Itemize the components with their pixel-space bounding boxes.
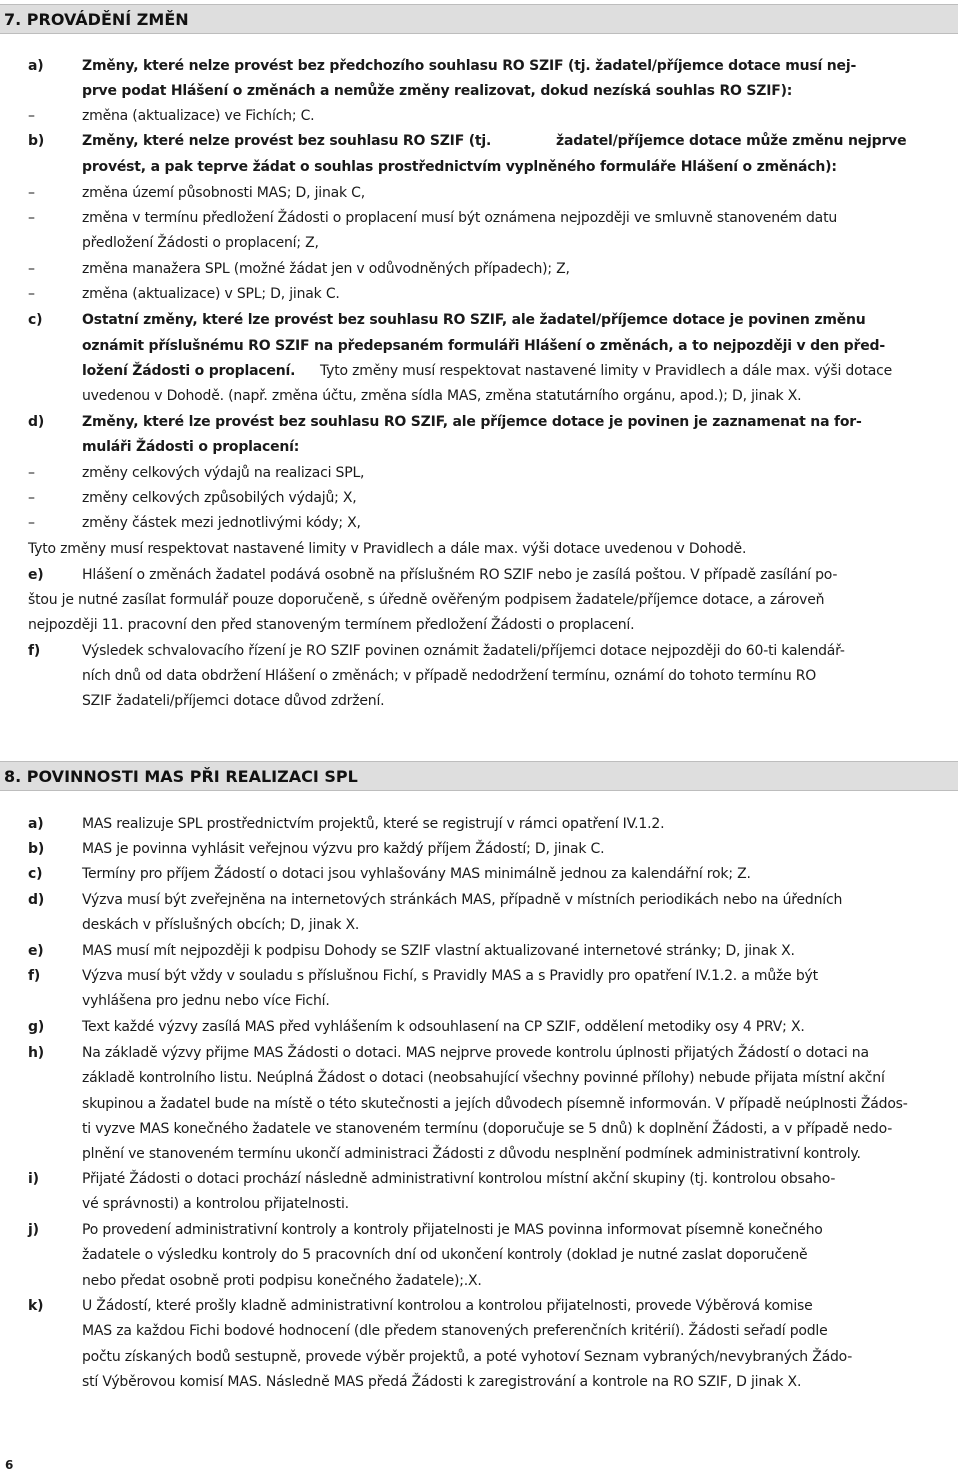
s8-item-line: ti vyzve MAS konečného žadatele ve stanoveném termínu (doporučuje se 5 dnů) k doplnění Žádosti, a v případě nedo- bbox=[82, 1121, 893, 1137]
s7-c-line-1: Ostatní změny, které lze provést bez souhlasu RO SZIF, ale žadatel/příjemce dotace je povinen změnu bbox=[82, 312, 866, 328]
s8-item-line: MAS za každou Fichi bodové hodnocení (dle předem stanovených preferenčních kritérií). Žádosti seřadí podle bbox=[82, 1323, 828, 1339]
s7-b-item-2b: předložení Žádosti o proplacení; Z, bbox=[82, 235, 319, 251]
s8-item-marker: j) bbox=[28, 1222, 39, 1238]
s8-item-line: stí Výběrovou komisí MAS. Následně MAS předá Žádosti k zaregistrování a kontrole na RO SZIF, D jinak X. bbox=[82, 1374, 802, 1390]
s8-item-line: Po provedení administrativní kontroly a kontroly přijatelnosti je MAS povinna informovat písemně konečného bbox=[82, 1222, 823, 1238]
s8-item-line: MAS musí mít nejpozději k podpisu Dohody se SZIF vlastní aktualizované internetové stránky; D, jinak X. bbox=[82, 943, 795, 959]
section-7-title: 7. PROVÁDĚNÍ ZMĚN bbox=[4, 10, 189, 29]
s7-e-line-1: Hlášení o změnách žadatel podává osobně na příslušném RO SZIF nebo je zasílá poštou. V případě zasílání po- bbox=[82, 567, 838, 583]
s8-item-marker: a) bbox=[28, 816, 44, 832]
s7-b-item-1: změna území působnosti MAS; D, jinak C, bbox=[82, 185, 365, 201]
s7-a-line-1: Změny, které nelze provést bez předchozího souhlasu RO SZIF (tj. žadatel/příjemce dotace musí nej- bbox=[82, 58, 857, 74]
s7-f-line-2: ních dnů od data obdržení Hlášení o změnách; v případě nedodržení termínu, oznámí do tohoto termínu RO bbox=[82, 668, 817, 684]
s7-d-item-3: změny částek mezi jednotlivými kódy; X, bbox=[82, 515, 361, 531]
s7-d-dash-2: – bbox=[28, 490, 35, 506]
s8-item-line: skupinou a žadatel bude na místě o této skutečnosti a jejích důvodech písemně informován. V případě neúplnosti Žádos- bbox=[82, 1096, 908, 1112]
s7-d-marker: d) bbox=[28, 414, 45, 430]
s8-item-line: Termíny pro příjem Žádostí o dotaci jsou vyhlašovány MAS minimálně jednou za kalendářní rok; Z. bbox=[82, 866, 751, 882]
s8-item-marker: e) bbox=[28, 943, 44, 959]
s7-b-item-4: změna (aktualizace) v SPL; D, jinak C. bbox=[82, 286, 340, 302]
s8-item-line: Výzva musí být vždy v souladu s příslušnou Fichí, s Pravidly MAS a s Pravidly pro opatření IV.1.2. a může být bbox=[82, 968, 818, 984]
s7-c-marker: c) bbox=[28, 312, 43, 328]
s7-b-dash-1: – bbox=[28, 185, 35, 201]
s8-item-line: nebo předat osobně proti podpisu konečného žadatele);.X. bbox=[82, 1273, 482, 1289]
s8-item-line: Na základě výzvy přijme MAS Žádosti o dotaci. MAS nejprve provede kontrolu úplnosti přijatých Žádostí o dotaci na bbox=[82, 1045, 869, 1061]
s7-d-dash-3: – bbox=[28, 515, 35, 531]
s8-item-marker: b) bbox=[28, 841, 45, 857]
s7-c-line-2: oznámit příslušnému RO SZIF na předepsaném formuláři Hlášení o změnách, a to nejpozději v den před- bbox=[82, 338, 885, 354]
s7-c-line-4: uvedenou v Dohodě. (např. změna účtu, změna sídla MAS, změna statutárního orgánu, apod.); D, jinak X. bbox=[82, 388, 802, 404]
s7-d-item-2: změny celkových způsobilých výdajů; X, bbox=[82, 490, 357, 506]
s8-item-line: MAS realizuje SPL prostřednictvím projektů, které se registrují v rámci opatření IV.1.2. bbox=[82, 816, 665, 832]
s7-b-item-2a: změna v termínu předložení Žádosti o proplacení musí být oznámena nejpozději ve smluvně stanoveném datu bbox=[82, 210, 838, 226]
section-8-header bbox=[0, 761, 958, 791]
s8-item-line: plnění ve stanoveném termínu ukončí administraci Žádosti z důvodu nesplnění podmínek administrativní kontroly. bbox=[82, 1146, 861, 1162]
s8-item-line: vyhlášena pro jednu nebo více Fichí. bbox=[82, 993, 330, 1009]
s7-d-item-1: změny celkových výdajů na realizaci SPL, bbox=[82, 465, 365, 481]
section-7-header bbox=[0, 4, 958, 34]
s8-item-line: Výzva musí být zveřejněna na internetových stránkách MAS, případně v místních periodikách nebo na úředních bbox=[82, 892, 843, 908]
s8-item-line: deskách v příslušných obcích; D, jinak X. bbox=[82, 917, 360, 933]
s7-b-line-1a: Změny, které nelze provést bez souhlasu RO SZIF (tj. bbox=[82, 133, 492, 149]
s7-a-line-2: prve podat Hlášení o změnách a nemůže změny realizovat, dokud nezíská souhlas RO SZIF): bbox=[82, 83, 793, 99]
s7-d-dash-1: – bbox=[28, 465, 35, 481]
s7-b-line-1b: žadatel/příjemce dotace může změnu nejprve bbox=[556, 133, 907, 149]
s8-item-marker: k) bbox=[28, 1298, 44, 1314]
section-8-title: 8. POVINNOSTI MAS PŘI REALIZACI SPL bbox=[4, 767, 358, 786]
s7-b-dash-2: – bbox=[28, 210, 35, 226]
s8-item-line: vé správnosti) a kontrolou přijatelnosti. bbox=[82, 1196, 349, 1212]
s7-a-marker: a) bbox=[28, 58, 44, 74]
s7-e-marker: e) bbox=[28, 567, 44, 583]
s7-f-line-3: SZIF žadateli/příjemci dotace důvod zdržení. bbox=[82, 693, 385, 709]
s8-item-marker: d) bbox=[28, 892, 45, 908]
s8-item-line: Text každé výzvy zasílá MAS před vyhlášením k odsouhlasení na CP SZIF, oddělení metodiky osy 4 PRV; X. bbox=[82, 1019, 805, 1035]
s8-item-marker: f) bbox=[28, 968, 41, 984]
s7-b-marker: b) bbox=[28, 133, 45, 149]
s7-d-line-2: muláři Žádosti o proplacení: bbox=[82, 439, 300, 455]
s7-a-dash-1: – bbox=[28, 108, 35, 124]
s7-c-line-3a: ložení Žádosti o proplacení. bbox=[82, 363, 296, 379]
s8-item-line: základě kontrolního listu. Neúplná Žádost o dotaci (neobsahující všechny povinné přílohy) nebude přijata místní akční bbox=[82, 1070, 885, 1086]
s7-e-line-3: nejpozději 11. pracovní den před stanoveným termínem předložení Žádosti o proplacení. bbox=[28, 617, 635, 633]
s7-b-dash-3: – bbox=[28, 261, 35, 277]
s7-d-line-1: Změny, které lze provést bez souhlasu RO SZIF, ale příjemce dotace je povinen je zaznamenat na for- bbox=[82, 414, 862, 430]
s7-e-line-2: štou je nutné zasílat formulář pouze doporučeně, s úředně ověřeným podpisem žadatele/příjemce dotace, a zároveň bbox=[28, 592, 825, 608]
s7-f-marker: f) bbox=[28, 643, 41, 659]
s8-item-line: U Žádostí, které prošly kladně administrativní kontrolou a kontrolou přijatelnosti, provede Výběrová komise bbox=[82, 1298, 813, 1314]
s8-item-line: Přijaté Žádosti o dotaci prochází následně administrativní kontrolou místní akční skupiny (tj. kontrolou obsaho- bbox=[82, 1171, 836, 1187]
s8-item-line: počtu získaných bodů sestupně, provede výběr projektů, a poté vyhotoví Seznam vybraných/nevybraných Žádo- bbox=[82, 1349, 853, 1365]
s7-b-item-3: změna manažera SPL (možné žádat jen v odůvodněných případech); Z, bbox=[82, 261, 570, 277]
s7-f-line-1: Výsledek schvalovacího řízení je RO SZIF povinen oznámit žadateli/příjemci dotace nejpozději do 60-ti kalendář- bbox=[82, 643, 845, 659]
s8-item-line: žadatele o výsledku kontroly do 5 pracovních dní od ukončení kontroly (doklad je nutné zaslat doporučeně bbox=[82, 1247, 808, 1263]
s7-b-dash-4: – bbox=[28, 286, 35, 302]
s7-d-note: Tyto změny musí respektovat nastavené limity v Pravidlech a dále max. výši dotace uvedenou v Dohodě. bbox=[28, 541, 747, 557]
s8-item-marker: c) bbox=[28, 866, 43, 882]
s8-item-line: MAS je povinna vyhlásit veřejnou výzvu pro každý příjem Žádostí; D, jinak C. bbox=[82, 841, 605, 857]
s7-a-item-1: změna (aktualizace) ve Fichích; C. bbox=[82, 108, 315, 124]
s7-c-line-3b: Tyto změny musí respektovat nastavené limity v Pravidlech a dále max. výši dotace bbox=[320, 363, 893, 379]
page-number: 6 bbox=[5, 1458, 14, 1472]
s7-b-line-2: provést, a pak teprve žádat o souhlas prostřednictvím vyplněného formuláře Hlášení o změnách): bbox=[82, 159, 837, 175]
s8-item-marker: h) bbox=[28, 1045, 44, 1061]
s8-item-marker: i) bbox=[28, 1171, 39, 1187]
s8-item-marker: g) bbox=[28, 1019, 45, 1035]
